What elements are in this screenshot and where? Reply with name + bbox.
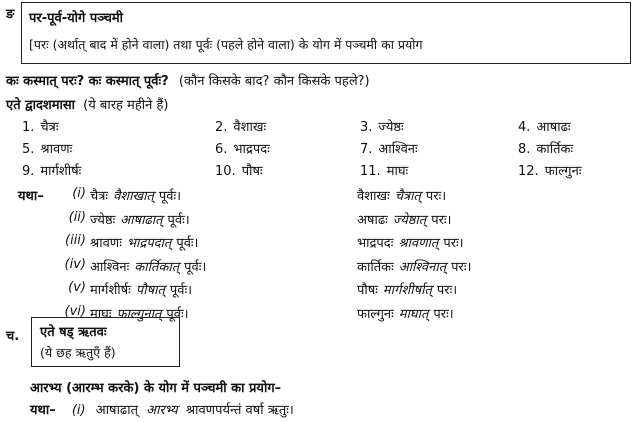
example-para — [357, 304, 459, 322]
arabhya-example-b: आरभ्य — [146, 403, 178, 418]
example-purva — [90, 280, 197, 298]
arabhya-example-c: श्रावणपर्यन्तं वर्षा ऋतुः। — [185, 403, 294, 418]
month-item — [215, 161, 263, 179]
month-number: 11. — [360, 164, 381, 179]
example-purva-a2: भाद्रपदात् — [126, 236, 172, 251]
example-para — [357, 257, 476, 275]
months-heading-line — [6, 95, 168, 113]
month-number: 9. — [22, 164, 35, 179]
example-number: (v) — [68, 280, 86, 295]
example-para-b1: वैशाखः — [357, 189, 390, 204]
rule-description: [परः (अर्थात् बाद में होने वाला) तथा पूर्वः (पहले होने वाला) के योग में पञ्चमी का प्रयोग — [29, 37, 423, 52]
month-name: कार्तिकः — [536, 142, 574, 157]
example-purva-a3: पूर्वः। — [166, 307, 189, 322]
month-item — [360, 161, 408, 179]
month-item — [360, 117, 404, 135]
example-number: (iii) — [65, 233, 86, 248]
month-number: 3. — [360, 120, 373, 135]
month-item — [22, 161, 81, 179]
arabhya-example — [30, 400, 294, 418]
example-purva-a3: पूर्वः। — [169, 283, 193, 298]
example-purva-a1: आश्विनः — [90, 260, 130, 275]
example-number: (iv) — [64, 257, 86, 272]
arabhya-rule: आरभ्य (आरम्भ करके) के योग में पञ्चमी का प्रयोग– — [30, 381, 282, 396]
seasons-title: एते षड् ऋतवः — [40, 325, 107, 340]
example-para-b2: चैत्रात् — [394, 189, 421, 204]
example-purva — [90, 257, 211, 275]
example-para-b2: माघात् — [398, 307, 429, 322]
months-heading: एते द्वादशमासा — [6, 98, 76, 113]
month-item — [215, 117, 266, 135]
month-number: 5. — [22, 142, 35, 157]
example-para — [357, 280, 462, 298]
question-text: कः कस्मात् परः? कः कस्मात् पूर्वः? — [6, 74, 169, 89]
month-number: 6. — [215, 142, 228, 157]
example-purva-a3: पूर्वः। — [184, 260, 207, 275]
example-number: (vi) — [64, 304, 86, 319]
example-number: (ii) — [68, 210, 86, 225]
month-number: 8. — [518, 142, 531, 157]
arabhya-example-label: यथा– — [30, 403, 56, 418]
example-purva — [90, 186, 186, 204]
month-name: ज्येष्ठः — [378, 120, 404, 135]
month-item — [22, 117, 58, 135]
month-item — [360, 139, 418, 157]
month-name: भाद्रपदः — [233, 142, 270, 157]
example-purva-a1: चैत्रः — [90, 189, 109, 204]
example-para-b3: परः। — [443, 236, 464, 251]
months-hint: (ये बारह महीने हैं) — [83, 98, 169, 113]
example-purva-a3: पूर्वः। — [167, 213, 190, 228]
example-purva-a1: श्रावणः — [90, 236, 122, 251]
example-para-b1: कार्तिकः — [357, 260, 394, 275]
month-number: 4. — [518, 120, 531, 135]
arabhya-example-a: आषाढात् — [95, 403, 139, 418]
example-para-b2: ज्येष्ठात् — [392, 213, 427, 228]
example-purva — [90, 233, 203, 251]
month-item — [518, 117, 571, 135]
question-line — [6, 71, 370, 89]
example-para-b2: आश्विनात् — [398, 260, 447, 275]
example-para — [357, 210, 456, 228]
month-name: चैत्रः — [40, 120, 59, 135]
example-para-b1: फाल्गुनः — [357, 307, 394, 322]
example-para-b2: श्रावणात् — [398, 236, 439, 251]
month-number: 10. — [215, 164, 236, 179]
section-marker-nga: ङ — [6, 7, 15, 22]
month-item — [22, 139, 72, 157]
month-number: 12. — [518, 164, 539, 179]
example-para — [357, 186, 451, 204]
example-para-b2: मार्गशीर्षात् — [382, 283, 432, 298]
example-purva-a2: आषाढात् — [120, 213, 163, 228]
month-name: फाल्गुनः — [544, 164, 582, 179]
month-name: श्रावणः — [40, 142, 73, 157]
rule-title: पर-पूर्व-योगे पञ्चमी — [29, 11, 123, 26]
example-para-b3: परः। — [431, 213, 452, 228]
example-purva — [90, 210, 195, 228]
example-purva-a1: माघः — [90, 307, 112, 322]
month-number: 2. — [215, 120, 228, 135]
example-para-b1: भाद्रपदः — [357, 236, 394, 251]
month-name: मार्गशीर्षः — [40, 164, 82, 179]
example-para-b3: परः। — [436, 283, 458, 298]
month-item — [518, 161, 581, 179]
month-name: आषाढः — [536, 120, 571, 135]
example-purva-a3: पूर्वः। — [176, 236, 199, 251]
example-para-b1: अषाढः — [357, 213, 388, 228]
example-purva-a3: पूर्वः। — [158, 189, 182, 204]
month-number: 7. — [360, 142, 373, 157]
example-purva-a1: ज्येष्ठः — [90, 213, 116, 228]
section-marker-cha: च. — [6, 329, 20, 344]
example-para-b3: परः। — [425, 189, 447, 204]
example-purva-a2: पौषात् — [135, 283, 165, 298]
month-name: वैशाखः — [233, 120, 267, 135]
month-number: 1. — [22, 120, 35, 135]
example-purva-a2: फाल्गुनात् — [116, 307, 162, 322]
example-para-b3: परः। — [433, 307, 454, 322]
month-name: आश्विनः — [378, 142, 418, 157]
month-name: माघः — [386, 164, 409, 179]
month-name: पौषः — [241, 164, 263, 179]
example-para-b1: पौषः — [357, 283, 378, 298]
example-para-b3: परः। — [451, 260, 472, 275]
example-purva-a2: वैशाखात् — [113, 189, 154, 204]
month-item — [215, 139, 270, 157]
example-number: (i) — [72, 186, 86, 201]
example-purva-a1: मार्गशीर्षः — [90, 283, 131, 298]
seasons-subtitle: (ये छह ऋतुएँ हैं) — [40, 345, 116, 360]
question-hint: (कौन किसके बाद? कौन किसके पहले?) — [178, 74, 370, 89]
example-purva-a2: कार्तिकात् — [134, 260, 180, 275]
arabhya-example-num: (i) — [71, 403, 86, 418]
examples-label: यथा– — [18, 189, 44, 204]
month-item — [518, 139, 573, 157]
example-para — [357, 233, 469, 251]
